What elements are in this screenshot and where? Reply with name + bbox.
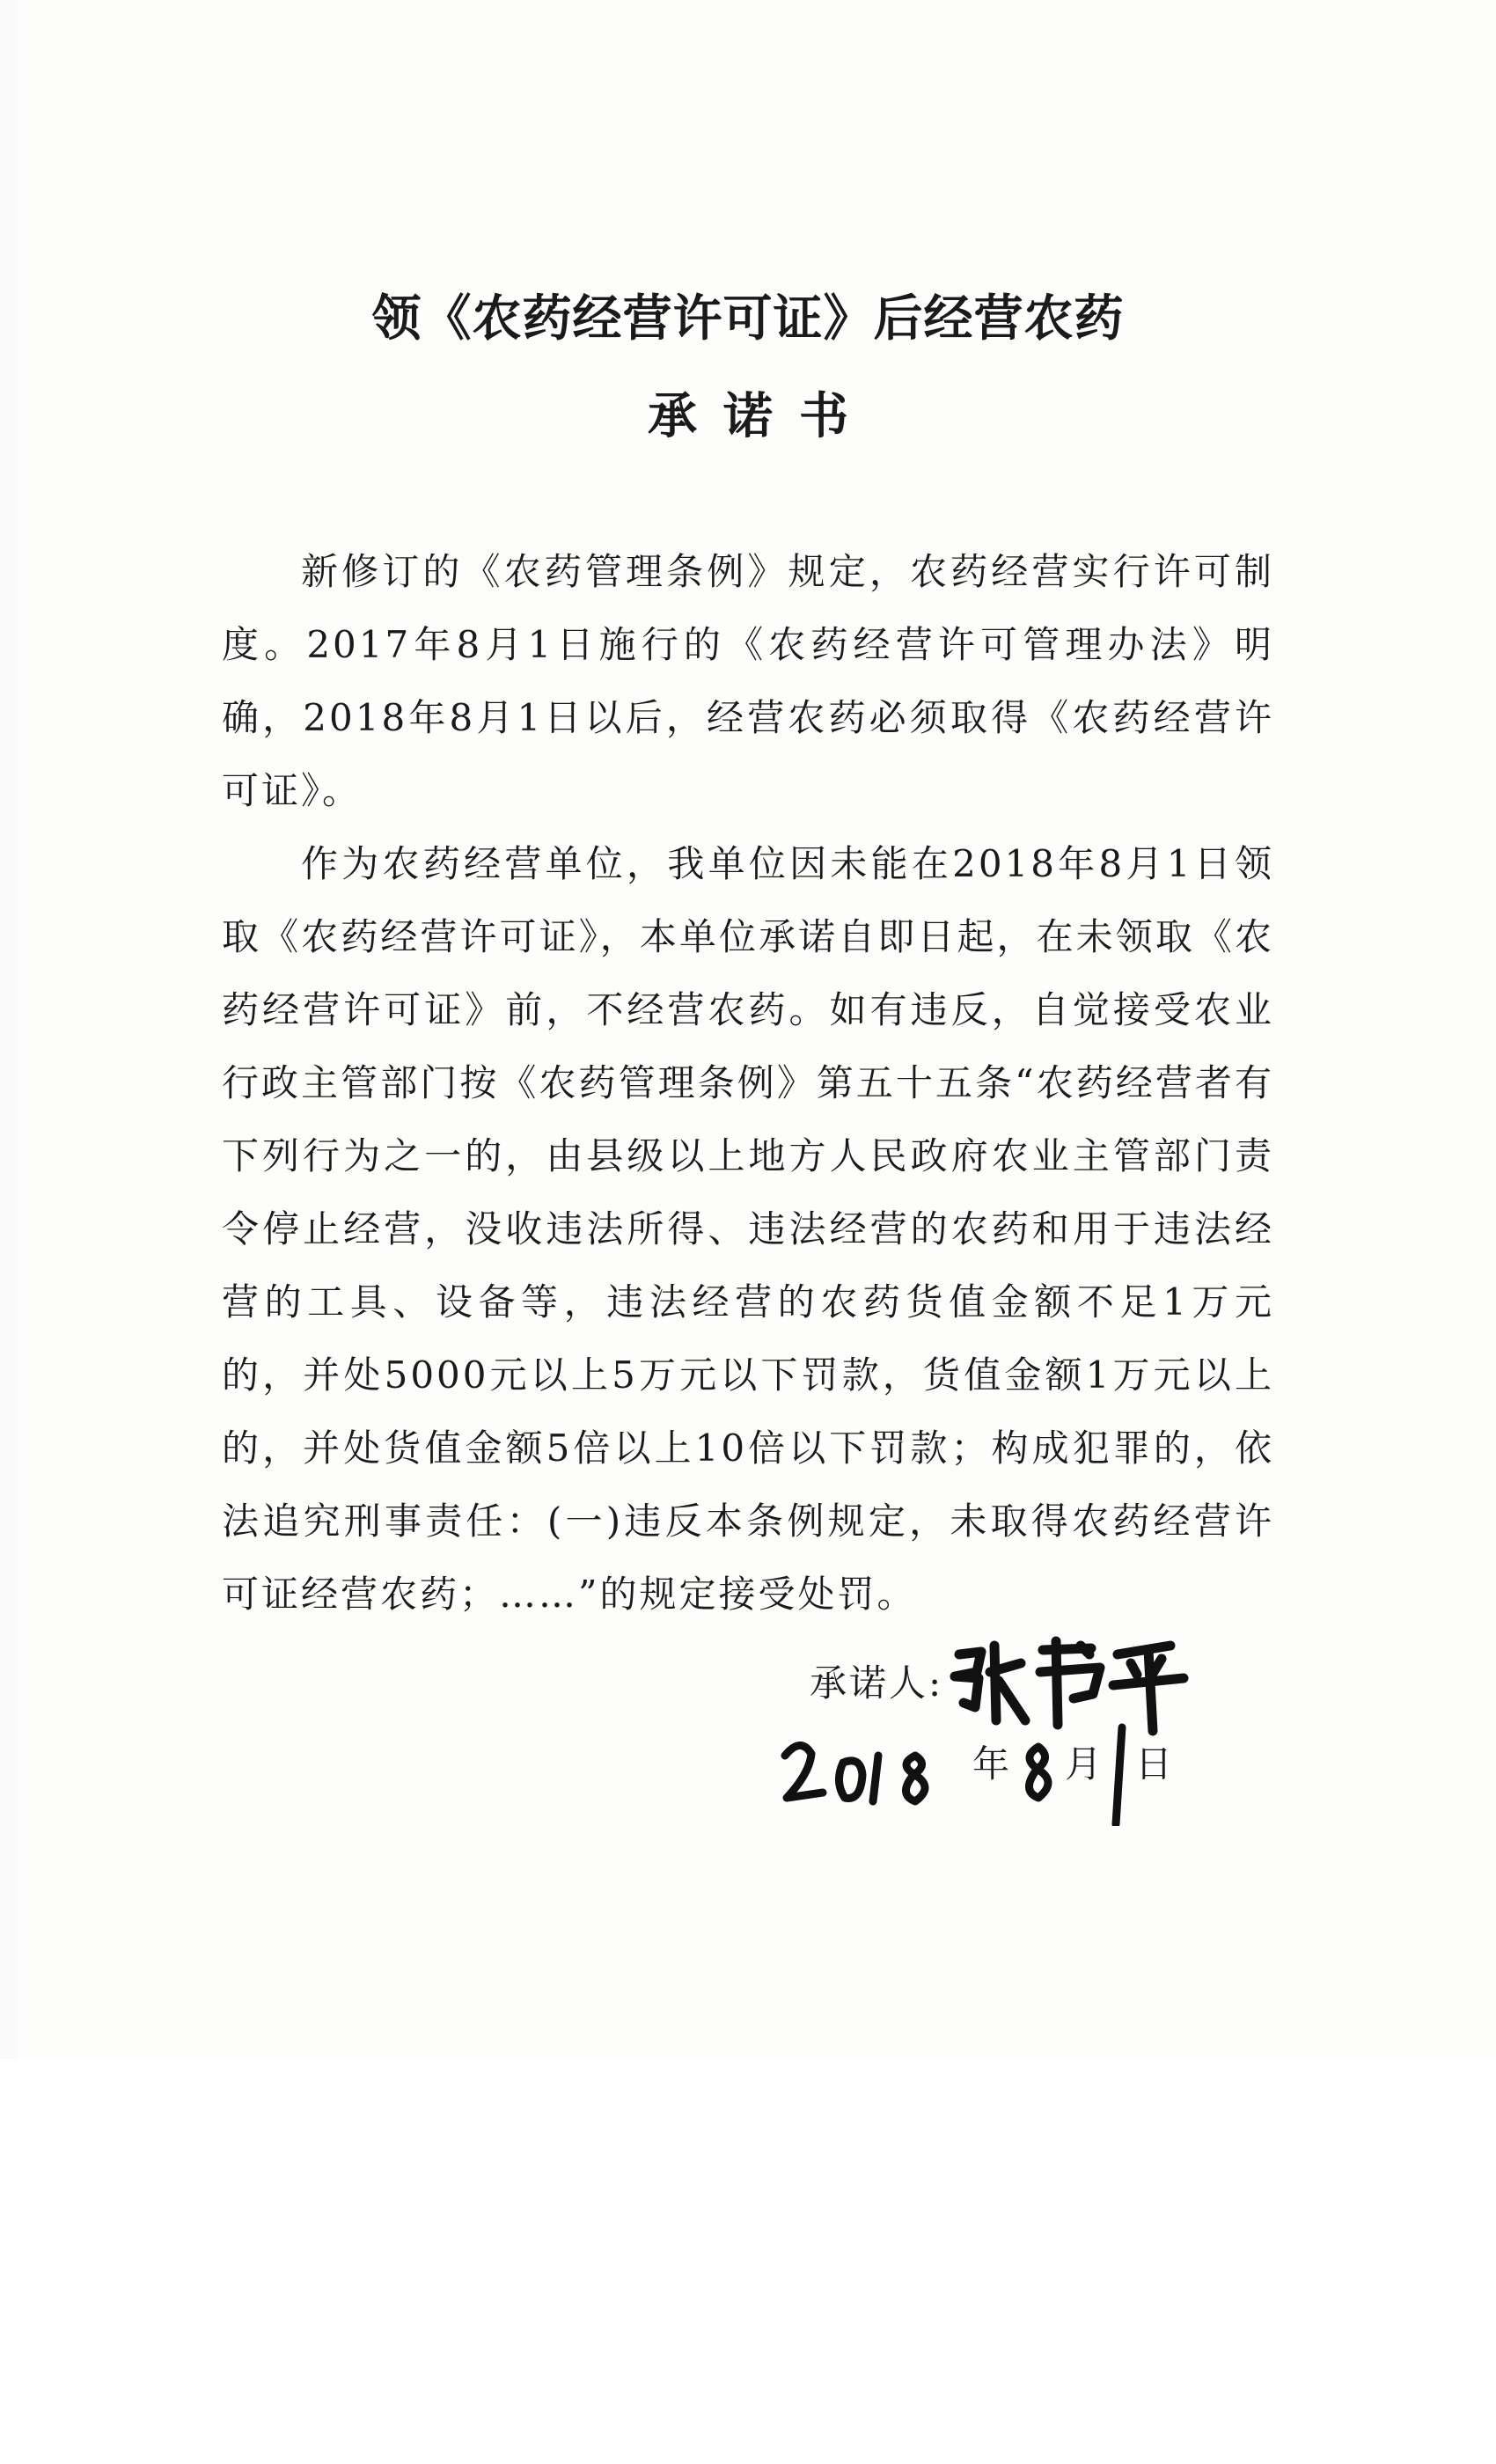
document-subtitle: 承诺书: [648, 387, 875, 445]
paragraph-commitment: 作为农药经营单位，我单位因未能在2018年8月1日领取《农药经营许可证》，本单位承诺自即日起，在未领取《农药经营许可证》前，不经营农药。如有违反，自觉接受农业行政主管部门按《农药管理条例》第五十五条“农药经营者有下列行为之一的，由县级以上地方人民政府农业主管部门责令停止经营，没收违法所得、违法经营的农药和用于违法经营的工具、设备等，违法经营的农药货值金额不足1万元的，并处5000元以上5万元以下罚款，货值金额1万元以上的，并处货值金额5倍以上10倍以下罚款；构成犯罪的，依法追究刑事责任：(一)违反本条例规定，未取得农药经营许可证经营农药；……”的规定接受处罚。: [222, 842, 1274, 1616]
letter-body: [222, 535, 1274, 1631]
signer-label: 承诺人:: [810, 1661, 944, 1705]
commitment-letter: [222, 282, 1274, 1631]
day-label: 日: [1135, 1742, 1173, 1786]
document-title: 领《农药经营许可证》后经营农药: [371, 290, 1125, 348]
year-label: 年: [972, 1742, 1010, 1786]
signing-date: [774, 1720, 1197, 1826]
paragraph-regulation: 新修订的《农药管理条例》规定，农药经营实行许可制度。2017年8月1日施行的《农药经营许可管理办法》明确，2018年8月1日以后，经营农药必须取得《农药经营许可证》。: [222, 550, 1274, 812]
month-label: 月: [1065, 1742, 1103, 1786]
scan-edge: [0, 0, 18, 2059]
